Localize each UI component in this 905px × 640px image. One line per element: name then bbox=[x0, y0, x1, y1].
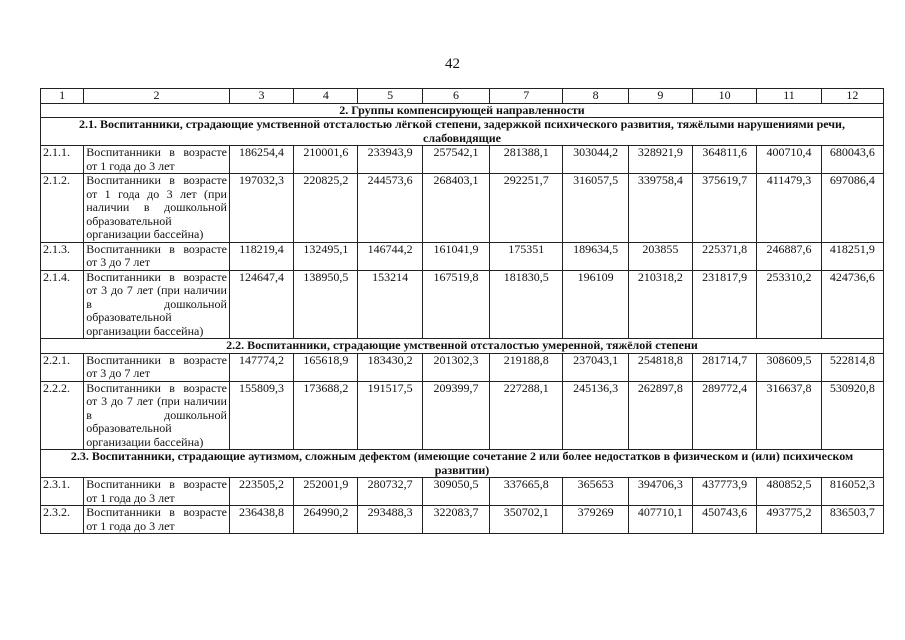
value-cell: 146744,2 bbox=[358, 242, 422, 270]
value-cell: 407710,1 bbox=[628, 506, 692, 534]
value-cell: 132495,1 bbox=[294, 242, 358, 270]
value-cell: 210001,6 bbox=[294, 146, 358, 174]
value-cell: 138950,5 bbox=[294, 270, 358, 339]
column-number: 5 bbox=[358, 89, 422, 104]
row-code: 2.2.1. bbox=[41, 353, 84, 381]
value-cell: 201302,3 bbox=[422, 353, 489, 381]
value-cell: 680043,6 bbox=[821, 146, 883, 174]
table-row bbox=[41, 242, 884, 270]
row-code: 2.2.2. bbox=[41, 381, 84, 450]
value-cell: 153214 bbox=[358, 270, 422, 339]
value-cell: 281388,1 bbox=[490, 146, 563, 174]
value-cell: 262897,8 bbox=[628, 381, 692, 450]
section-title: 2.2. Воспитанники, страдающие умственной отсталостью умеренной, тяжёлой степени bbox=[41, 339, 884, 354]
table-row bbox=[41, 270, 884, 339]
value-cell: 186254,4 bbox=[229, 146, 293, 174]
value-cell: 316057,5 bbox=[563, 174, 628, 243]
column-number: 1 bbox=[41, 89, 84, 104]
value-cell: 183430,2 bbox=[358, 353, 422, 381]
value-cell: 365653 bbox=[563, 478, 628, 506]
value-cell: 173688,2 bbox=[294, 381, 358, 450]
row-description: Воспитанники в возрасте от 1 года до 3 лет bbox=[84, 506, 230, 534]
section-header-row bbox=[41, 450, 884, 478]
value-cell: 155809,3 bbox=[229, 381, 293, 450]
value-cell: 220825,2 bbox=[294, 174, 358, 243]
value-cell: 292251,7 bbox=[490, 174, 563, 243]
value-cell: 350702,1 bbox=[490, 506, 563, 534]
value-cell: 244573,6 bbox=[358, 174, 422, 243]
row-description: Воспитанники в возрасте от 1 года до 3 лет (при наличии в дошкольной образовательной организации бассейна) bbox=[84, 174, 230, 243]
column-number: 8 bbox=[563, 89, 628, 104]
page-number: 42 bbox=[445, 56, 460, 72]
value-cell: 167519,8 bbox=[422, 270, 489, 339]
value-cell: 493775,2 bbox=[757, 506, 821, 534]
value-cell: 189634,5 bbox=[563, 242, 628, 270]
value-cell: 209399,7 bbox=[422, 381, 489, 450]
value-cell: 165618,9 bbox=[294, 353, 358, 381]
column-number: 10 bbox=[693, 89, 757, 104]
column-number: 2 bbox=[84, 89, 230, 104]
row-code: 2.1.1. bbox=[41, 146, 84, 174]
table-row bbox=[41, 381, 884, 450]
value-cell: 236438,8 bbox=[229, 506, 293, 534]
value-cell: 237043,1 bbox=[563, 353, 628, 381]
column-number: 3 bbox=[229, 89, 293, 104]
row-description: Воспитанники в возрасте от 3 до 7 лет bbox=[84, 353, 230, 381]
value-cell: 400710,4 bbox=[757, 146, 821, 174]
value-cell: 225371,8 bbox=[693, 242, 757, 270]
value-cell: 309050,5 bbox=[422, 478, 489, 506]
table-row bbox=[41, 478, 884, 506]
value-cell: 530920,8 bbox=[821, 381, 883, 450]
value-cell: 118219,4 bbox=[229, 242, 293, 270]
value-cell: 196109 bbox=[563, 270, 628, 339]
section-header-row bbox=[41, 103, 884, 118]
column-number: 6 bbox=[422, 89, 489, 104]
value-cell: 203855 bbox=[628, 242, 692, 270]
row-code: 2.1.3. bbox=[41, 242, 84, 270]
value-cell: 231817,9 bbox=[693, 270, 757, 339]
table-row bbox=[41, 353, 884, 381]
row-description: Воспитанники в возрасте от 1 года до 3 лет bbox=[84, 478, 230, 506]
value-cell: 303044,2 bbox=[563, 146, 628, 174]
value-cell: 264990,2 bbox=[294, 506, 358, 534]
value-cell: 257542,1 bbox=[422, 146, 489, 174]
value-cell: 245136,3 bbox=[563, 381, 628, 450]
row-description: Воспитанники в возрасте от 1 года до 3 лет bbox=[84, 146, 230, 174]
value-cell: 364811,6 bbox=[693, 146, 757, 174]
table-row bbox=[41, 174, 884, 243]
value-cell: 147774,2 bbox=[229, 353, 293, 381]
value-cell: 308609,5 bbox=[757, 353, 821, 381]
value-cell: 328921,9 bbox=[628, 146, 692, 174]
value-cell: 411479,3 bbox=[757, 174, 821, 243]
value-cell: 322083,7 bbox=[422, 506, 489, 534]
value-cell: 316637,8 bbox=[757, 381, 821, 450]
value-cell: 191517,5 bbox=[358, 381, 422, 450]
value-cell: 233943,9 bbox=[358, 146, 422, 174]
row-description: Воспитанники в возрасте от 3 до 7 лет (при наличии в дошкольной образовательной организации бассейна) bbox=[84, 270, 230, 339]
value-cell: 697086,4 bbox=[821, 174, 883, 243]
row-code: 2.1.4. bbox=[41, 270, 84, 339]
column-number: 7 bbox=[490, 89, 563, 104]
value-cell: 254818,8 bbox=[628, 353, 692, 381]
section-title: 2.3. Воспитанники, страдающие аутизмом, сложным дефектом (имеющие сочетание 2 или более недостатков в физическом и (или) психическом развитии) bbox=[41, 450, 884, 478]
value-cell: 437773,9 bbox=[693, 478, 757, 506]
row-code: 2.3.2. bbox=[41, 506, 84, 534]
value-cell: 375619,7 bbox=[693, 174, 757, 243]
value-cell: 293488,3 bbox=[358, 506, 422, 534]
value-cell: 268403,1 bbox=[422, 174, 489, 243]
row-code: 2.3.1. bbox=[41, 478, 84, 506]
section-title: 2.1. Воспитанники, страдающие умственной отсталостью лёгкой степени, задержкой психического развития, тяжёлыми нарушениями речи, слабовидящие bbox=[41, 118, 884, 146]
value-cell: 124647,4 bbox=[229, 270, 293, 339]
value-cell: 394706,3 bbox=[628, 478, 692, 506]
section-header-row bbox=[41, 339, 884, 354]
value-cell: 480852,5 bbox=[757, 478, 821, 506]
value-cell: 219188,8 bbox=[490, 353, 563, 381]
value-cell: 816052,3 bbox=[821, 478, 883, 506]
value-cell: 522814,8 bbox=[821, 353, 883, 381]
value-cell: 280732,7 bbox=[358, 478, 422, 506]
row-description: Воспитанники в возрасте от 3 до 7 лет bbox=[84, 242, 230, 270]
value-cell: 450743,6 bbox=[693, 506, 757, 534]
value-cell: 252001,9 bbox=[294, 478, 358, 506]
value-cell: 339758,4 bbox=[628, 174, 692, 243]
value-cell: 210318,2 bbox=[628, 270, 692, 339]
table-row bbox=[41, 146, 884, 174]
value-cell: 281714,7 bbox=[693, 353, 757, 381]
section-title: 2. Группы компенсирующей направленности bbox=[41, 103, 884, 118]
tariff-table bbox=[40, 88, 884, 534]
value-cell: 223505,2 bbox=[229, 478, 293, 506]
value-cell: 289772,4 bbox=[693, 381, 757, 450]
value-cell: 175351 bbox=[490, 242, 563, 270]
section-header-row bbox=[41, 118, 884, 146]
value-cell: 253310,2 bbox=[757, 270, 821, 339]
row-code: 2.1.2. bbox=[41, 174, 84, 243]
column-number: 12 bbox=[821, 89, 883, 104]
value-cell: 197032,3 bbox=[229, 174, 293, 243]
value-cell: 418251,9 bbox=[821, 242, 883, 270]
table-row bbox=[41, 506, 884, 534]
value-cell: 424736,6 bbox=[821, 270, 883, 339]
value-cell: 227288,1 bbox=[490, 381, 563, 450]
value-cell: 379269 bbox=[563, 506, 628, 534]
value-cell: 181830,5 bbox=[490, 270, 563, 339]
value-cell: 836503,7 bbox=[821, 506, 883, 534]
column-number: 9 bbox=[628, 89, 692, 104]
row-description: Воспитанники в возрасте от 3 до 7 лет (при наличии в дошкольной образовательной организации бассейна) bbox=[84, 381, 230, 450]
column-number: 4 bbox=[294, 89, 358, 104]
value-cell: 337665,8 bbox=[490, 478, 563, 506]
value-cell: 246887,6 bbox=[757, 242, 821, 270]
column-number-row bbox=[41, 89, 884, 104]
column-number: 11 bbox=[757, 89, 821, 104]
value-cell: 161041,9 bbox=[422, 242, 489, 270]
